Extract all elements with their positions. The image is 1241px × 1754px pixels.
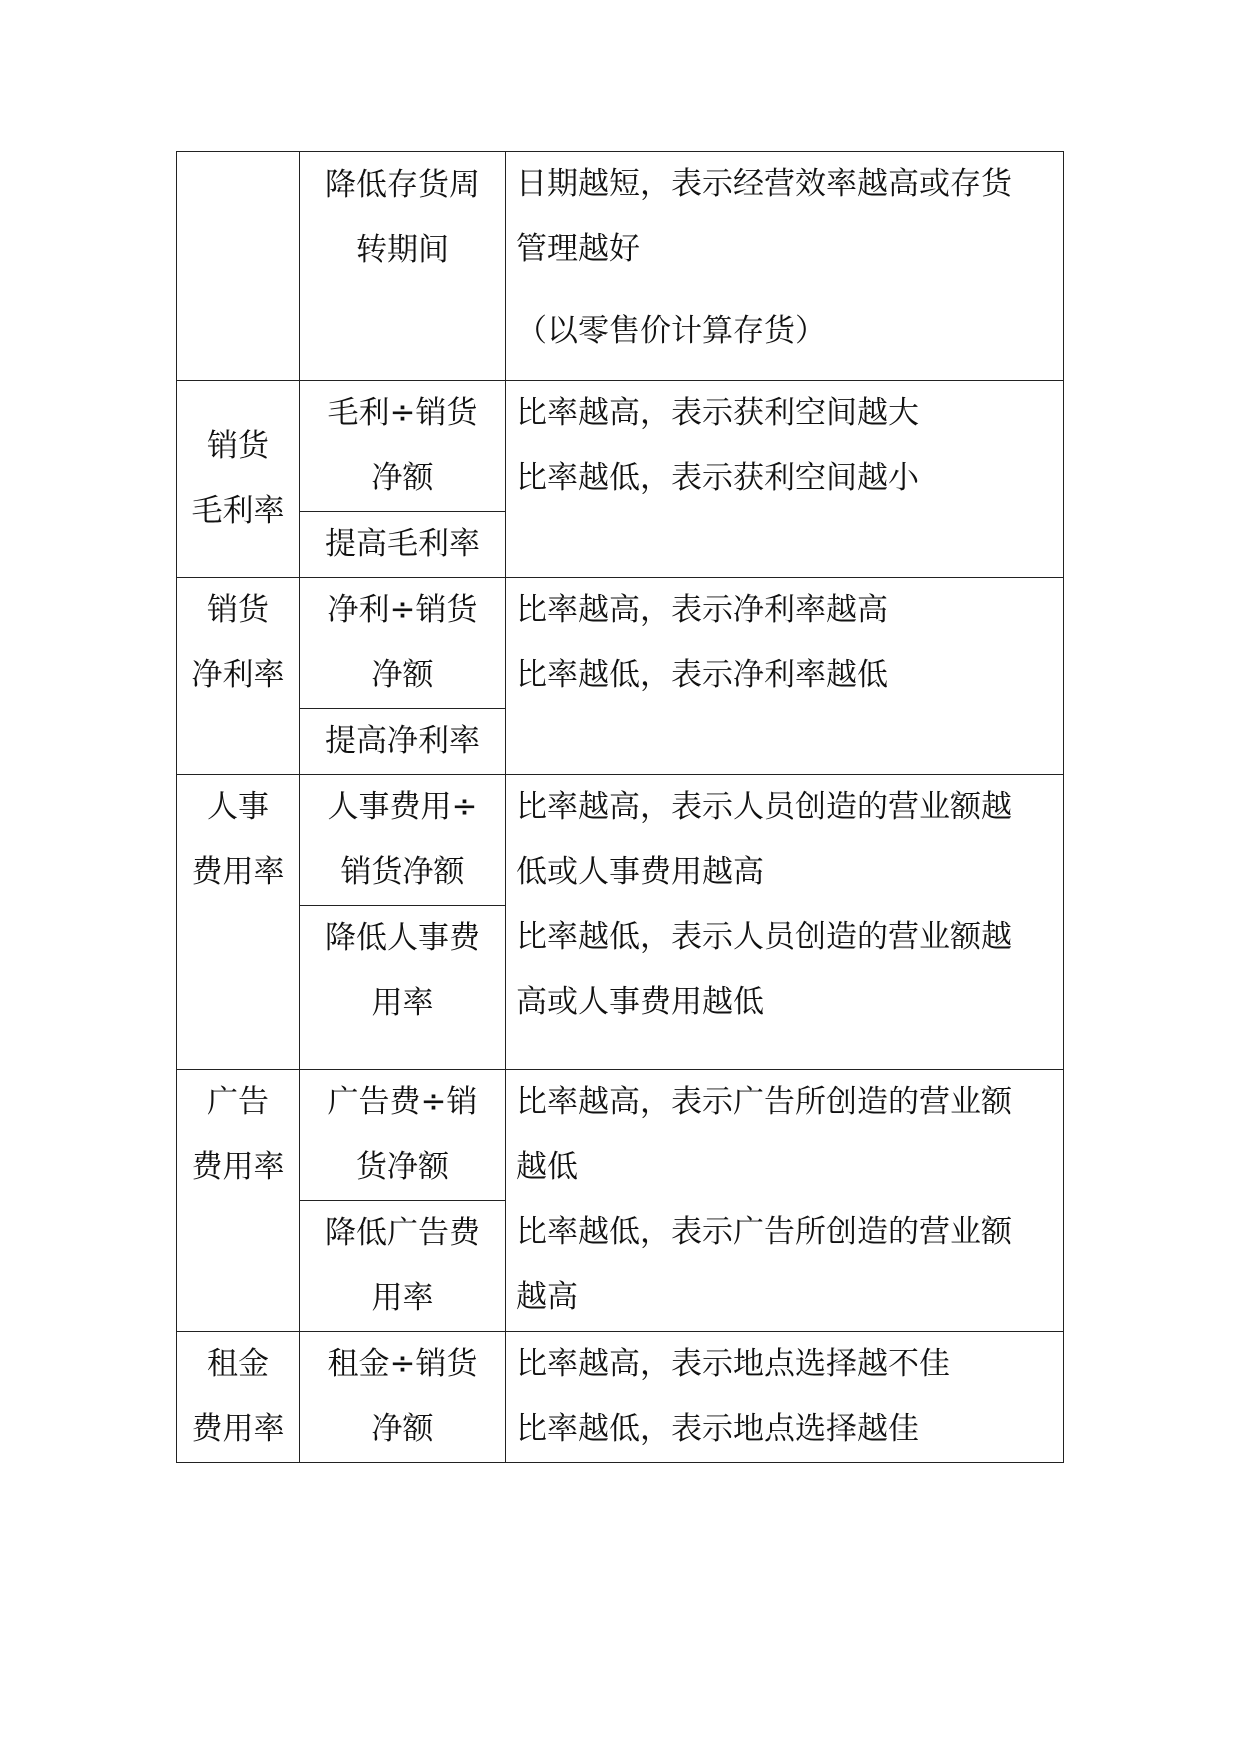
ratio-formula-line: 销货净额 <box>340 854 465 890</box>
table-row-advertising-expense <box>177 1070 1064 1201</box>
ratio-description-line: 比率越高，表示广告所创造的营业额 <box>516 1084 1012 1120</box>
ratio-formula-line: 租金÷销货 <box>327 1346 478 1382</box>
ratio-formula-cell <box>300 1070 506 1201</box>
ratio-name-cell <box>177 775 300 1070</box>
financial-ratio-table <box>176 151 1064 1463</box>
ratio-description-line: 越高 <box>516 1279 578 1315</box>
ratio-formula-line: 毛利÷销货 <box>327 395 478 431</box>
ratio-action-line: 降低广告费 <box>325 1215 480 1251</box>
ratio-formula-line: 人事费用÷ <box>327 789 478 825</box>
ratio-action-cell <box>300 512 506 578</box>
ratio-name-line: 费用率 <box>191 854 285 890</box>
ratio-formula-line: 净利÷销货 <box>327 592 478 628</box>
ratio-name-cell <box>177 1070 300 1332</box>
ratio-description-line: 高或人事费用越低 <box>516 984 764 1020</box>
ratio-name-cell <box>177 1332 300 1463</box>
ratio-name-line: 销货 <box>207 592 269 628</box>
ratio-action-line: 提高毛利率 <box>325 526 480 562</box>
ratio-action-line: 用率 <box>371 1280 434 1316</box>
ratio-description-line: 比率越低，表示人员创造的营业额越 <box>516 919 1012 955</box>
ratio-description-line: 日期越短，表示经营效率越高或存货 <box>516 166 1012 202</box>
table-row-personnel-expense <box>177 775 1064 906</box>
ratio-name-line: 广告 <box>207 1084 269 1120</box>
ratio-description-cell <box>506 381 1064 578</box>
ratio-description-cell <box>506 775 1064 1070</box>
ratio-action-cell <box>300 1201 506 1332</box>
ratio-formula-line: 货净额 <box>356 1149 449 1185</box>
ratio-description-line: 比率越低，表示广告所创造的营业额 <box>516 1214 1012 1250</box>
ratio-action-cell <box>300 709 506 775</box>
ratio-name-cell-empty <box>177 152 300 381</box>
ratio-formula-cell <box>300 381 506 512</box>
ratio-action-line: 提高净利率 <box>325 723 480 759</box>
ratio-name-cell <box>177 381 300 578</box>
table-row-gross-margin <box>177 381 1064 512</box>
ratio-name-line: 毛利率 <box>191 493 285 529</box>
ratio-name-cell <box>177 578 300 775</box>
ratio-description-line: 比率越高，表示人员创造的营业额越 <box>516 789 1012 825</box>
ratio-action-line: 用率 <box>371 985 434 1021</box>
ratio-formula-cell <box>300 1332 506 1463</box>
ratio-description-line: 比率越低，表示地点选择越佳 <box>516 1411 919 1447</box>
ratio-name-line: 费用率 <box>191 1149 285 1185</box>
ratio-description-line: 管理越好 <box>516 231 640 267</box>
ratio-name-line: 费用率 <box>191 1411 285 1447</box>
table-row-rent-expense <box>177 1332 1064 1463</box>
ratio-name-line: 人事 <box>207 789 269 825</box>
ratio-description-line: 比率越低，表示净利率越低 <box>516 657 888 693</box>
ratio-formula-line: 净额 <box>371 1411 434 1447</box>
table-row-inventory-turnover <box>177 152 1064 381</box>
ratio-description-line: 比率越高，表示净利率越高 <box>516 592 888 628</box>
ratio-description-cell <box>506 152 1064 381</box>
ratio-name-line: 租金 <box>207 1346 269 1382</box>
ratio-description-line: 越低 <box>516 1149 578 1185</box>
ratio-formula-line: 广告费÷销 <box>327 1084 478 1120</box>
ratio-action-line: 转期间 <box>356 232 449 268</box>
ratio-description-line: 比率越低，表示获利空间越小 <box>516 460 919 496</box>
ratio-formula-line: 净额 <box>371 657 434 693</box>
ratio-description-cell <box>506 578 1064 775</box>
ratio-description-cell <box>506 1332 1064 1463</box>
ratio-description-note: （以零售价计算存货） <box>516 313 826 349</box>
ratio-formula-cell <box>300 578 506 709</box>
ratio-description-line: 比率越高，表示地点选择越不佳 <box>516 1346 950 1382</box>
ratio-formula-cell <box>300 775 506 906</box>
ratio-formula-line: 净额 <box>371 460 434 496</box>
ratio-action-cell <box>300 152 506 381</box>
table-row-net-margin <box>177 578 1064 709</box>
ratio-action-line: 降低人事费 <box>325 920 480 956</box>
ratio-description-cell <box>506 1070 1064 1332</box>
ratio-description-line: 低或人事费用越高 <box>516 854 764 890</box>
ratio-description-line: 比率越高，表示获利空间越大 <box>516 395 919 431</box>
ratio-name-line: 净利率 <box>191 657 285 693</box>
ratio-name-line: 销货 <box>207 428 269 464</box>
ratio-action-line: 降低存货周 <box>325 167 480 203</box>
ratio-action-cell <box>300 906 506 1070</box>
